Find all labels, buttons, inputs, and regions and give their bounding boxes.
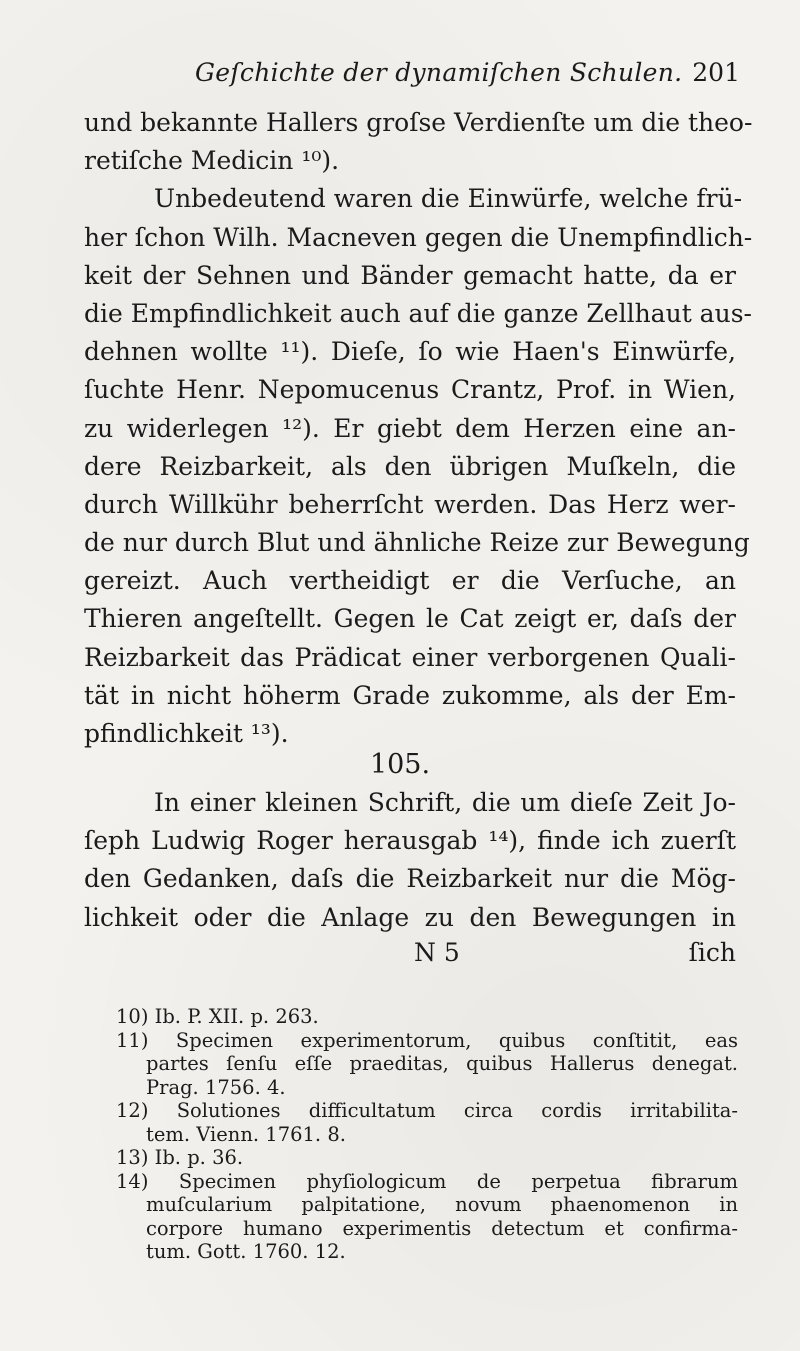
page-header xyxy=(195,58,740,98)
text-line: keit der Sehnen und Bänder gemacht hatte, da er xyxy=(84,260,736,290)
page-number: 201 xyxy=(692,58,740,87)
text-line: Reizbarkeit das Prädicat einer verborgenen Quali- xyxy=(84,642,736,672)
text-line: ſuchte Henr. Nepomucenus Crantz, Prof. in Wien, xyxy=(84,375,736,405)
catchword: ſich xyxy=(688,938,736,967)
text-line: retiſche Medicin ¹⁰). xyxy=(84,146,340,176)
main-text-lower xyxy=(84,784,736,937)
text-line: und bekannte Hallers groſse Verdienſte um die theo- xyxy=(84,108,753,137)
text-line: gereizt. Auch vertheidigt er die Verſuche, an xyxy=(84,566,736,596)
footnote-line: 14) Specimen phyſiologicum de perpetua fibrarum xyxy=(116,1169,738,1193)
text-line: zu widerlegen ¹²). Er giebt dem Herzen eine an- xyxy=(84,413,736,443)
footnote-line: Prag. 1756. 4. xyxy=(146,1075,286,1099)
text-line: dere Reizbarkeit, als den übrigen Muſkeln, die xyxy=(84,451,736,481)
footnotes xyxy=(116,1005,738,1264)
text-line: In einer kleinen Schrift, die um dieſe Zeit Jo- xyxy=(154,788,736,817)
text-line: her ſchon Wilh. Macneven gegen die Unempfindlich- xyxy=(84,222,753,252)
text-line: durch Willkühr beherrſcht werden. Das Herz wer- xyxy=(84,489,736,519)
footnote-line: 10) Ib. P. XII. p. 263. xyxy=(116,1005,319,1028)
footnote-line: 11) Specimen experimentorum, quibus conſtitit, eas xyxy=(116,1028,738,1052)
text-line: den Gedanken, daſs die Reizbarkeit nur die Mög- xyxy=(84,864,736,894)
footnote-line: tem. Vienn. 1761. 8. xyxy=(146,1122,346,1146)
text-line: de nur durch Blut und ähnliche Reize zur Bewegung xyxy=(84,528,750,558)
footnote-line: tum. Gott. 1760. 12. xyxy=(146,1240,346,1263)
text-line: Unbedeutend waren die Einwürfe, welche frü- xyxy=(154,184,743,214)
text-line: Thieren angeſtellt. Gegen le Cat zeigt er, daſs der xyxy=(84,604,736,634)
text-line: dehnen wollte ¹¹). Dieſe, ſo wie Haen's Einwürfe, xyxy=(84,337,736,367)
footnote-line: corpore humano experimentis detectum et confirma- xyxy=(146,1216,738,1240)
text-line: pfindlichkeit ¹³). xyxy=(84,719,289,748)
footnote-line: muſcularium palpitatione, novum phaenomenon in xyxy=(146,1193,738,1216)
footnote-line: 12) Solutiones difficultatum circa cordis irritabilita- xyxy=(116,1099,738,1122)
text-line: ſeph Ludwig Roger herausgab ¹⁴), finde ich zuerſt xyxy=(84,826,736,856)
footnote-line: 13) Ib. p. 36. xyxy=(116,1146,244,1169)
main-text-upper xyxy=(84,104,753,753)
page-footer-line xyxy=(84,934,736,972)
running-head: Geſchichte der dynamiſchen Schulen. xyxy=(195,58,683,87)
text-line: tät in nicht höherm Grade zukomme, als der Em- xyxy=(84,680,736,710)
text-line: lichkeit oder die Anlage zu den Bewegungen in xyxy=(84,902,736,932)
signature-mark: N 5 xyxy=(414,938,460,967)
footnote-line: partes ſenſu eſſe praeditas, quibus Hallerus denegat. xyxy=(146,1052,738,1075)
section-number: 105. xyxy=(369,749,431,780)
text-line: die Empfindlichkeit auch auf die ganze Zellhaut aus- xyxy=(84,298,752,328)
